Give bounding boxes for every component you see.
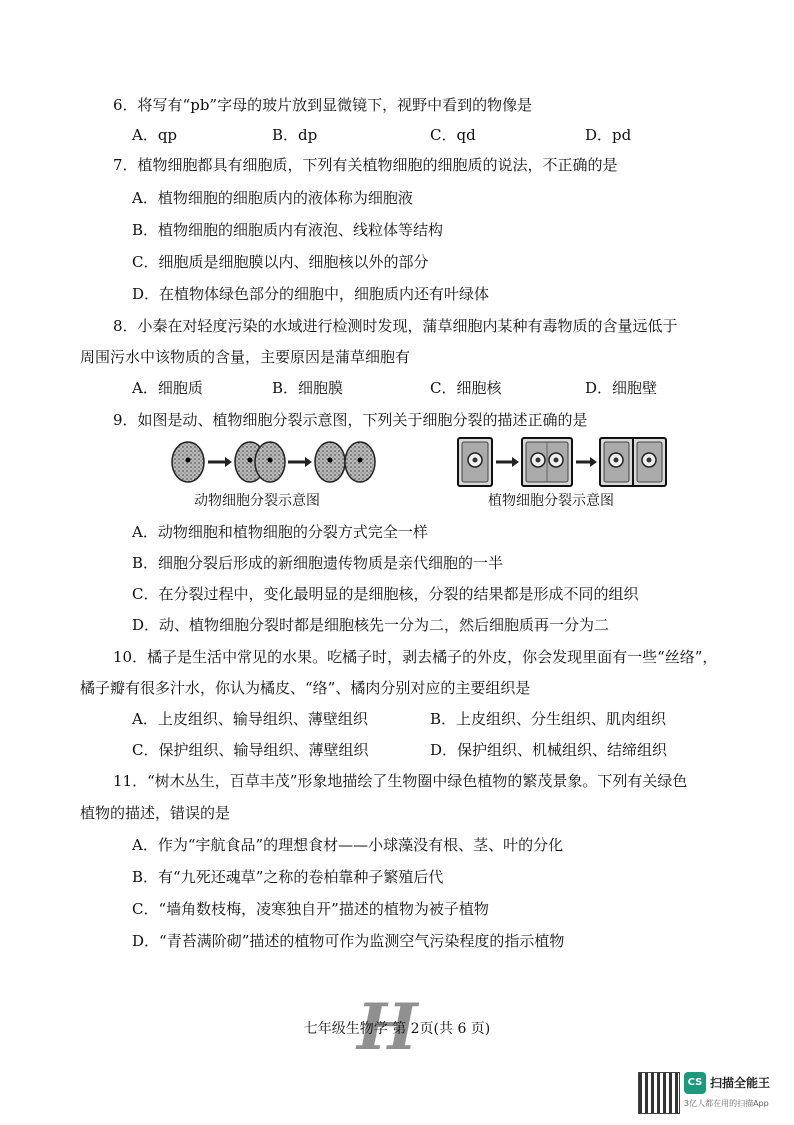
q10-option-b: B．上皮组织、分生组织、肌肉组织 [430, 710, 667, 728]
animal-cell-2 [235, 442, 285, 482]
q8-option-d: D．细胞壁 [585, 379, 658, 397]
q7-option-b: B．植物细胞的细胞质内有液泡、线粒体等结构 [132, 221, 444, 239]
q10-option-a: A．上皮组织、输导组织、薄壁组织 [132, 710, 368, 728]
animal-cell-3 [315, 442, 375, 482]
q11-option-c: C．“墙角数枝梅，凌寒独自开”描述的植物为被子植物 [132, 900, 489, 918]
q10-stem-line2: 橘子瓣有很多汁水，你认为橘皮、“络”、橘肉分别对应的主要组织是 [80, 679, 531, 697]
arrow-icon [208, 457, 232, 467]
q11-option-d: D．“青苔满阶砌”描述的植物可作为监测空气污染程度的指示植物 [132, 932, 565, 950]
animal-figure-caption: 动物细胞分裂示意图 [194, 493, 320, 509]
q8-option-a: A．细胞质 [132, 379, 203, 397]
arrow-icon [496, 457, 519, 467]
plant-cell-3 [600, 438, 666, 486]
q8-stem-line1: 8．小秦在对轻度污染的水域进行检测时发现，蒲草细胞内某种有毒物质的含量远低于 [113, 317, 678, 335]
q9-option-c: C．在分裂过程中，变化最明显的是细胞核，分裂的结果都是形成不同的组织 [132, 585, 639, 603]
qr-code-icon [638, 1072, 680, 1114]
plant-cell-division-figure [456, 436, 670, 488]
plant-cell-2 [522, 438, 572, 486]
q6-option-a: A．qp [132, 126, 178, 144]
q10-option-d: D．保护组织、机械组织、结缔组织 [430, 741, 668, 759]
animal-cell-division-figure [170, 438, 380, 486]
watermark-letter: H [357, 990, 412, 1065]
q6-option-c: C．qd [430, 126, 476, 144]
arrow-icon [288, 457, 312, 467]
q9-stem: 9．如图是动、植物细胞分裂示意图，下列关于细胞分裂的描述正确的是 [113, 411, 588, 429]
scanner-app-name: 扫描全能王 [710, 1076, 771, 1090]
q10-stem-line1: 10．橘子是生活中常见的水果。吃橘子时，剥去橘子的外皮，你会发现里面有一些“丝络”， [113, 648, 718, 666]
q11-stem-line2: 植物的描述，错误的是 [80, 804, 231, 822]
q11-option-a: A．作为“宇航食品”的理想食材——小球藻没有根、茎、叶的分化 [132, 836, 564, 854]
q7-option-a: A．植物细胞的细胞质内的液体称为细胞液 [132, 189, 413, 207]
q11-stem-line1: 11．“树木丛生，百草丰茂”形象地描绘了生物圈中绿色植物的繁茂景象。下列有关绿色 [113, 772, 688, 790]
camscanner-logo-icon: CS [684, 1072, 706, 1094]
q8-option-b: B．细胞膜 [272, 379, 344, 397]
q6-option-b: B．dp [272, 126, 318, 144]
arrow-icon [576, 457, 597, 467]
q9-option-d: D．动、植物细胞分裂时都是细胞核先一分为二，然后细胞质再一分为二 [132, 616, 610, 634]
plant-cell-1 [458, 438, 492, 486]
animal-cell-1 [172, 442, 204, 482]
q7-option-d: D．在植物体绿色部分的细胞中，细胞质内还有叶绿体 [132, 285, 490, 303]
q9-option-b: B．细胞分裂后形成的新细胞遗传物质是亲代细胞的一半 [132, 554, 504, 572]
plant-figure-caption: 植物细胞分裂示意图 [488, 493, 614, 509]
q8-stem-line2: 周围污水中该物质的含量，主要原因是蒲草细胞有 [80, 348, 411, 366]
q7-stem: 7．植物细胞都具有细胞质，下列有关植物细胞的细胞质的说法，不正确的是 [113, 156, 618, 174]
scanner-app-slogan: 3亿人都在用的扫描App [684, 1099, 769, 1108]
q6-stem: 6．将写有“pb”字母的玻片放到显微镜下，视野中看到的物像是 [113, 96, 533, 114]
q7-option-c: C．细胞质是细胞膜以内、细胞核以外的部分 [132, 253, 429, 271]
page-footer: 七年级生物学 第 2页(共 6 页) [303, 1021, 491, 1037]
q11-option-b: B．有“九死还魂草”之称的卷柏靠种子繁殖后代 [132, 868, 444, 886]
q9-option-a: A．动物细胞和植物细胞的分裂方式完全一样 [132, 523, 428, 541]
q10-option-c: C．保护组织、输导组织、薄壁组织 [132, 741, 369, 759]
q6-option-d: D．pd [585, 126, 632, 144]
q8-option-c: C．细胞核 [430, 379, 502, 397]
